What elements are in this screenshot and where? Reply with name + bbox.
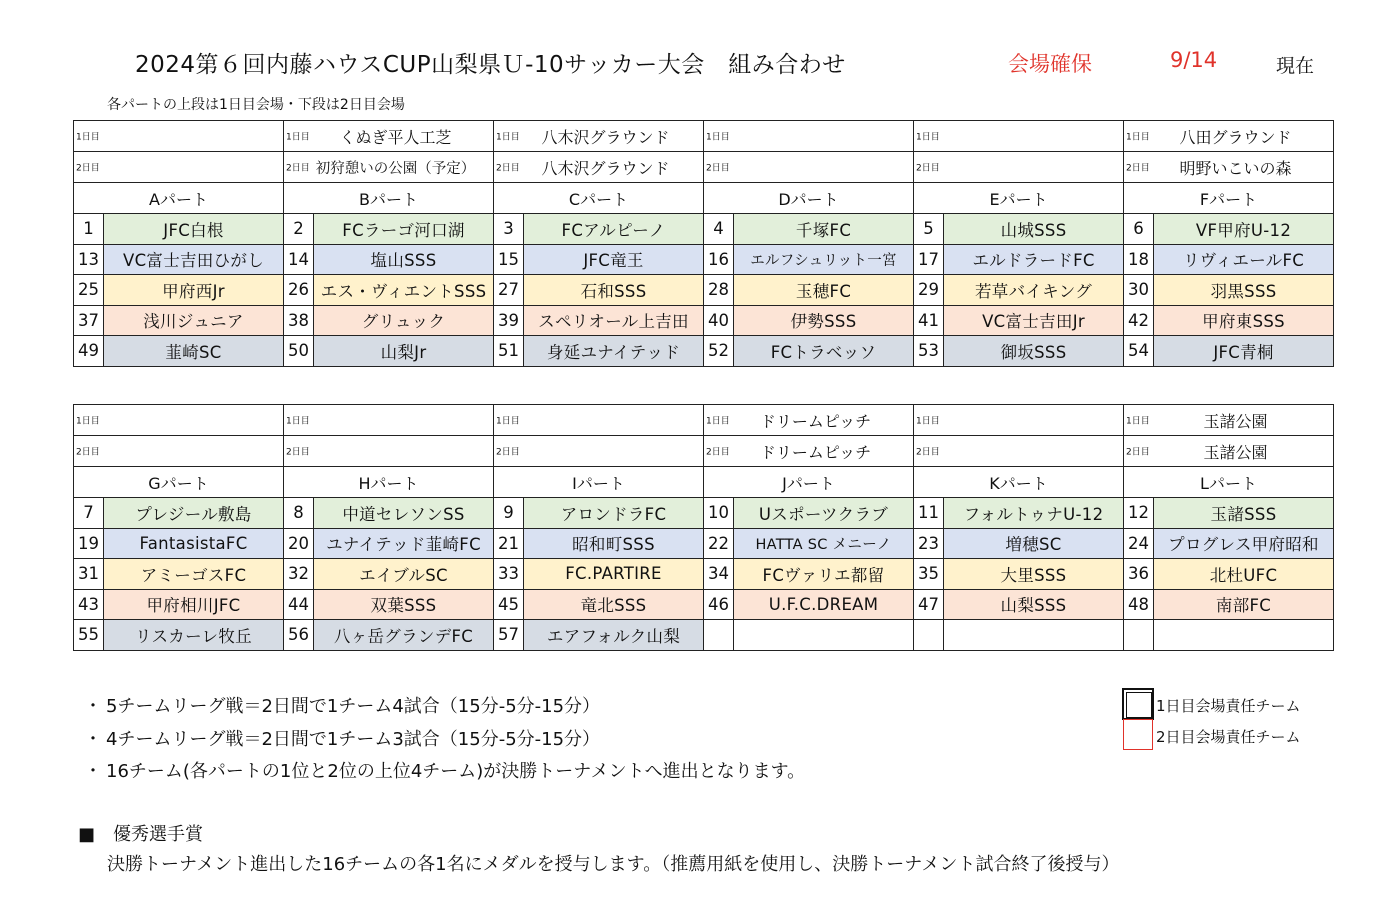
part-header: Aパート bbox=[74, 183, 284, 214]
venue-day1-part-5 bbox=[1124, 405, 1334, 436]
day2-label: 2日目 bbox=[1126, 163, 1150, 174]
venue-day1-part-0 bbox=[74, 405, 284, 436]
part-header: Hパート bbox=[284, 467, 494, 498]
team-name: FC.PARTIRE bbox=[524, 559, 704, 590]
venue-day2-part-4 bbox=[914, 152, 1124, 183]
team-number: 27 bbox=[494, 275, 524, 306]
team-name: グリュック bbox=[314, 305, 494, 336]
venue-name: 玉諸公園 bbox=[1203, 411, 1268, 431]
team-name: JFC白根 bbox=[104, 214, 284, 245]
team-number: 8 bbox=[284, 498, 314, 529]
team-name: 山梨Jr bbox=[314, 336, 494, 367]
table-row bbox=[74, 214, 1334, 245]
team-number: 21 bbox=[494, 528, 524, 559]
team-number: 42 bbox=[1124, 305, 1154, 336]
team-number: 3 bbox=[494, 214, 524, 245]
team-name: プレジール敷島 bbox=[104, 498, 284, 529]
team-number: 54 bbox=[1124, 336, 1154, 367]
team-number: 4 bbox=[704, 214, 734, 245]
team-number: 49 bbox=[74, 336, 104, 367]
team-number: 1 bbox=[74, 214, 104, 245]
part-header: Lパート bbox=[1124, 467, 1334, 498]
team-name: 伊勢SSS bbox=[734, 305, 914, 336]
team-name bbox=[1154, 620, 1334, 651]
day2-label: 2日目 bbox=[1126, 447, 1150, 458]
team-number: 13 bbox=[74, 244, 104, 275]
award-text: 決勝トーナメント進出した16チームの各1名にメダルを授与します。（推薦用紙を使用し、決勝トーナメント試合終了後授与） bbox=[107, 854, 1120, 875]
team-number: 51 bbox=[494, 336, 524, 367]
team-number: 31 bbox=[74, 559, 104, 590]
part-header: Bパート bbox=[284, 183, 494, 214]
team-name: FCヴァリエ都留 bbox=[734, 559, 914, 590]
team-name: VC富士吉田ひがし bbox=[104, 244, 284, 275]
team-number: 57 bbox=[494, 620, 524, 651]
team-number: 5 bbox=[914, 214, 944, 245]
team-number: 28 bbox=[704, 275, 734, 306]
team-number: 46 bbox=[704, 589, 734, 620]
team-number: 47 bbox=[914, 589, 944, 620]
part-header: Gパート bbox=[74, 467, 284, 498]
day1-label: 1日目 bbox=[1126, 416, 1150, 427]
team-name: 身延ユナイテッド bbox=[524, 336, 704, 367]
award-heading: ■ 優秀選手賞 bbox=[78, 824, 204, 845]
team-name: 千塚FC bbox=[734, 214, 914, 245]
team-number: 20 bbox=[284, 528, 314, 559]
team-name: リヴィエールFC bbox=[1154, 244, 1334, 275]
team-name: 石和SSS bbox=[524, 275, 704, 306]
team-number: 43 bbox=[74, 589, 104, 620]
day1-label: 1日目 bbox=[76, 132, 100, 143]
team-number: 36 bbox=[1124, 559, 1154, 590]
part-header: Eパート bbox=[914, 183, 1124, 214]
team-number: 32 bbox=[284, 559, 314, 590]
table-row bbox=[74, 244, 1334, 275]
legend-day1-box bbox=[1122, 688, 1154, 720]
legend-day2-text: 2日目会場責任チーム bbox=[1156, 728, 1301, 746]
team-number: 7 bbox=[74, 498, 104, 529]
team-name: 甲府東SSS bbox=[1154, 305, 1334, 336]
venue-day2-part-0 bbox=[74, 436, 284, 467]
venue-day2-part-3 bbox=[704, 436, 914, 467]
venue-day1-part-3 bbox=[704, 405, 914, 436]
team-name: 御坂SSS bbox=[944, 336, 1124, 367]
venue-day2-part-1 bbox=[284, 152, 494, 183]
team-name: VC富士吉田Jr bbox=[944, 305, 1124, 336]
team-name: U.F.C.DREAM bbox=[734, 589, 914, 620]
team-name: エイブルSC bbox=[314, 559, 494, 590]
venue-day1-part-3 bbox=[704, 121, 914, 152]
day1-label: 1日目 bbox=[496, 416, 520, 427]
team-number: 56 bbox=[284, 620, 314, 651]
team-name: 大里SSS bbox=[944, 559, 1124, 590]
team-number: 48 bbox=[1124, 589, 1154, 620]
team-name: エルフシュリット一宮 bbox=[734, 244, 914, 275]
venue-day1-part-4 bbox=[914, 405, 1124, 436]
venue-day1-part-5 bbox=[1124, 121, 1334, 152]
team-name: 昭和町SSS bbox=[524, 528, 704, 559]
team-number: 34 bbox=[704, 559, 734, 590]
team-number: 40 bbox=[704, 305, 734, 336]
team-number: 15 bbox=[494, 244, 524, 275]
team-number: 29 bbox=[914, 275, 944, 306]
team-number: 12 bbox=[1124, 498, 1154, 529]
team-name: FCアルピーノ bbox=[524, 214, 704, 245]
team-name: 南部FC bbox=[1154, 589, 1334, 620]
team-name: 甲府西Jr bbox=[104, 275, 284, 306]
team-name: 玉穂FC bbox=[734, 275, 914, 306]
team-number: 39 bbox=[494, 305, 524, 336]
team-number: 17 bbox=[914, 244, 944, 275]
team-name: HATTA SC メニーノ bbox=[734, 528, 914, 559]
venue-day2-part-5 bbox=[1124, 152, 1334, 183]
page-title: 2024第６回内藤ハウスCUP山梨県Ｕ-10サッカー大会 組み合わせ bbox=[135, 52, 846, 78]
as-of-label: 現在 bbox=[1276, 55, 1315, 77]
venue-name: 玉諸公園 bbox=[1203, 442, 1268, 462]
venue-day1-part-0 bbox=[74, 121, 284, 152]
table-row bbox=[74, 305, 1334, 336]
team-name: 甲府相川JFC bbox=[104, 589, 284, 620]
venue-name: 八木沢グラウンド bbox=[541, 127, 670, 147]
team-number: 14 bbox=[284, 244, 314, 275]
venue-name: 八木沢グラウンド bbox=[541, 158, 670, 178]
team-name: 羽黒SSS bbox=[1154, 275, 1334, 306]
team-number: 19 bbox=[74, 528, 104, 559]
team-number: 50 bbox=[284, 336, 314, 367]
venue-name: くぬぎ平人工芝 bbox=[339, 127, 452, 147]
team-name: 北杜UFC bbox=[1154, 559, 1334, 590]
part-header: Fパート bbox=[1124, 183, 1334, 214]
day2-label: 2日目 bbox=[76, 447, 100, 458]
team-name: FCトラベッソ bbox=[734, 336, 914, 367]
day2-label: 2日目 bbox=[916, 447, 940, 458]
venue-note: 各パートの上段は1日目会場・下段は2日目会場 bbox=[107, 97, 405, 113]
day1-label: 1日目 bbox=[76, 416, 100, 427]
day1-label: 1日目 bbox=[916, 416, 940, 427]
team-number: 25 bbox=[74, 275, 104, 306]
team-number: 6 bbox=[1124, 214, 1154, 245]
part-header: Kパート bbox=[914, 467, 1124, 498]
team-number bbox=[1124, 620, 1154, 651]
day1-label: 1日目 bbox=[286, 132, 310, 143]
team-name: 韮崎SC bbox=[104, 336, 284, 367]
part-header: Iパート bbox=[494, 467, 704, 498]
venue-day1-part-2 bbox=[494, 121, 704, 152]
team-name: VF甲府U-12 bbox=[1154, 214, 1334, 245]
venue-day2-part-1 bbox=[284, 436, 494, 467]
team-name: 塩山SSS bbox=[314, 244, 494, 275]
day2-label: 2日目 bbox=[286, 163, 310, 174]
team-number: 45 bbox=[494, 589, 524, 620]
rule-5-team-league: ・ 5チームリーグ戦＝2日間で1チーム4試合（15分-5分-15分） bbox=[84, 696, 601, 717]
status-date: 9/14 bbox=[1170, 48, 1218, 72]
team-number: 30 bbox=[1124, 275, 1154, 306]
table-row bbox=[74, 498, 1334, 529]
day2-label: 2日目 bbox=[496, 163, 520, 174]
day2-label: 2日目 bbox=[76, 163, 100, 174]
table-row bbox=[74, 559, 1334, 590]
venue-day1-part-1 bbox=[284, 121, 494, 152]
team-number: 55 bbox=[74, 620, 104, 651]
venue-name: 明野いこいの森 bbox=[1179, 158, 1292, 178]
team-name: JFC竜王 bbox=[524, 244, 704, 275]
team-name: フォルトゥナU-12 bbox=[944, 498, 1124, 529]
venue-day2-part-0 bbox=[74, 152, 284, 183]
team-number: 35 bbox=[914, 559, 944, 590]
table-row bbox=[74, 589, 1334, 620]
part-header: Dパート bbox=[704, 183, 914, 214]
day1-label: 1日目 bbox=[706, 132, 730, 143]
venue-day2-part-5 bbox=[1124, 436, 1334, 467]
team-name: 中道セレソンSS bbox=[314, 498, 494, 529]
team-number: 37 bbox=[74, 305, 104, 336]
team-name: 山梨SSS bbox=[944, 589, 1124, 620]
team-name: エアフォルク山梨 bbox=[524, 620, 704, 651]
team-name bbox=[944, 620, 1124, 651]
venue-day2-part-2 bbox=[494, 152, 704, 183]
table-row bbox=[74, 275, 1334, 306]
venue-day1-part-4 bbox=[914, 121, 1124, 152]
team-name: 八ヶ岳グランデFC bbox=[314, 620, 494, 651]
day1-label: 1日目 bbox=[286, 416, 310, 427]
team-number: 10 bbox=[704, 498, 734, 529]
team-number bbox=[704, 620, 734, 651]
day2-label: 2日目 bbox=[496, 447, 520, 458]
team-number: 53 bbox=[914, 336, 944, 367]
rule-tournament: ・ 16チーム(各パートの1位と2位の上位4チーム)が決勝トーナメントへ進出となります。 bbox=[84, 761, 806, 782]
team-number: 23 bbox=[914, 528, 944, 559]
venue-status: 会場確保 bbox=[1008, 52, 1092, 76]
venue-day1-part-2 bbox=[494, 405, 704, 436]
team-name: アミーゴスFC bbox=[104, 559, 284, 590]
team-name: ユナイテッド韮崎FC bbox=[314, 528, 494, 559]
rule-4-team-league: ・ 4チームリーグ戦＝2日間で1チーム3試合（15分-5分-15分） bbox=[84, 729, 601, 750]
day1-label: 1日目 bbox=[706, 416, 730, 427]
team-name: 増穂SC bbox=[944, 528, 1124, 559]
team-name: 山城SSS bbox=[944, 214, 1124, 245]
venue-name: 八田グラウンド bbox=[1179, 127, 1292, 147]
venue-name: ドリームピッチ bbox=[759, 442, 872, 462]
team-number bbox=[914, 620, 944, 651]
team-number: 9 bbox=[494, 498, 524, 529]
table-row bbox=[74, 620, 1334, 651]
team-name: 玉諸SSS bbox=[1154, 498, 1334, 529]
team-number: 33 bbox=[494, 559, 524, 590]
day1-label: 1日目 bbox=[496, 132, 520, 143]
team-name: Uスポーツクラブ bbox=[734, 498, 914, 529]
table-row bbox=[74, 528, 1334, 559]
day1-label: 1日目 bbox=[1126, 132, 1150, 143]
team-number: 16 bbox=[704, 244, 734, 275]
venue-day2-part-4 bbox=[914, 436, 1124, 467]
team-name: FantasistaFC bbox=[104, 528, 284, 559]
team-name: 竜北SSS bbox=[524, 589, 704, 620]
team-number: 24 bbox=[1124, 528, 1154, 559]
venue-day1-part-1 bbox=[284, 405, 494, 436]
team-name: リスカーレ牧丘 bbox=[104, 620, 284, 651]
team-name: スペリオール上吉田 bbox=[524, 305, 704, 336]
group-table-2 bbox=[73, 404, 1334, 651]
team-name: 若草バイキング bbox=[944, 275, 1124, 306]
venue-day2-part-2 bbox=[494, 436, 704, 467]
team-number: 38 bbox=[284, 305, 314, 336]
team-number: 52 bbox=[704, 336, 734, 367]
team-name: 浅川ジュニア bbox=[104, 305, 284, 336]
day2-label: 2日目 bbox=[706, 447, 730, 458]
team-name: 双葉SSS bbox=[314, 589, 494, 620]
venue-day2-part-3 bbox=[704, 152, 914, 183]
table-row bbox=[74, 336, 1334, 367]
team-name: アロンドラFC bbox=[524, 498, 704, 529]
day2-label: 2日目 bbox=[916, 163, 940, 174]
day1-label: 1日目 bbox=[916, 132, 940, 143]
team-number: 22 bbox=[704, 528, 734, 559]
team-number: 26 bbox=[284, 275, 314, 306]
team-number: 18 bbox=[1124, 244, 1154, 275]
legend-day2-box bbox=[1123, 719, 1153, 750]
team-name: FCラーゴ河口湖 bbox=[314, 214, 494, 245]
group-table-1 bbox=[73, 120, 1334, 367]
legend-day1-text: 1日目会場責任チーム bbox=[1156, 697, 1301, 715]
team-number: 44 bbox=[284, 589, 314, 620]
venue-name: ドリームピッチ bbox=[759, 411, 872, 431]
team-number: 2 bbox=[284, 214, 314, 245]
team-name: エルドラードFC bbox=[944, 244, 1124, 275]
team-number: 41 bbox=[914, 305, 944, 336]
part-header: Jパート bbox=[704, 467, 914, 498]
day2-label: 2日目 bbox=[706, 163, 730, 174]
part-header: Cパート bbox=[494, 183, 704, 214]
team-name: エス・ヴィエントSSS bbox=[314, 275, 494, 306]
team-name bbox=[734, 620, 914, 651]
team-name: JFC青桐 bbox=[1154, 336, 1334, 367]
team-name: プログレス甲府昭和 bbox=[1154, 528, 1334, 559]
team-number: 11 bbox=[914, 498, 944, 529]
venue-name: 初狩憩いの公園（予定） bbox=[315, 160, 476, 177]
day2-label: 2日目 bbox=[286, 447, 310, 458]
